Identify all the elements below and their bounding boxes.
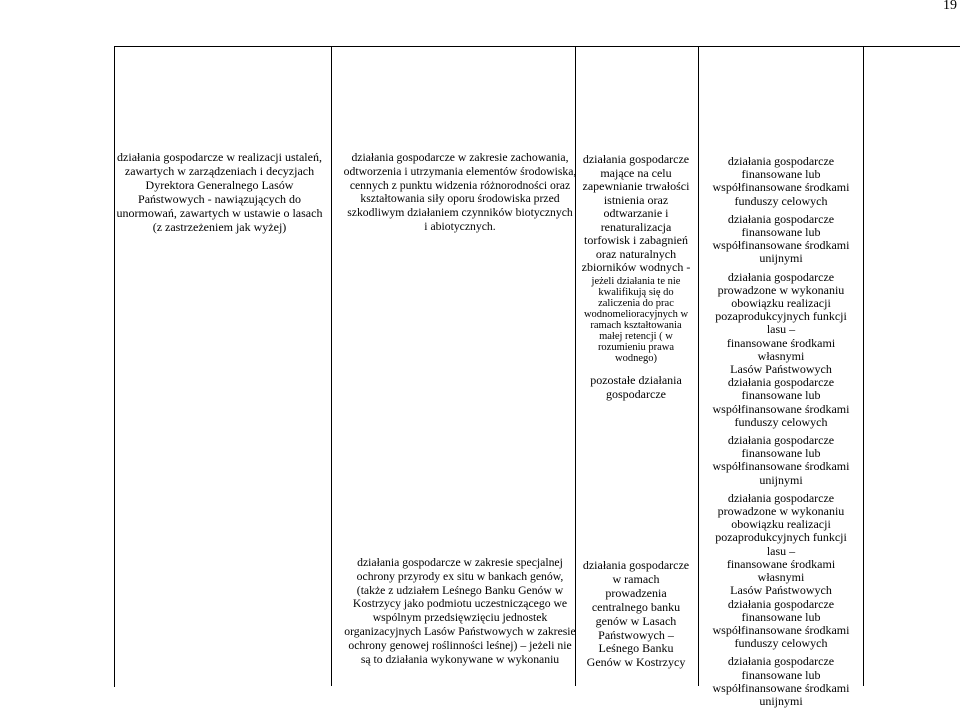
col1-cell — [116, 151, 323, 234]
text-line: prowadzone w wykonaniu — [717, 504, 845, 519]
text-line: współfinansowane środkami — [712, 238, 850, 253]
page-number: 19 — [943, 0, 957, 13]
text-line: odtworzenia i utrzymania elementów środowiska, — [343, 164, 577, 178]
col3-block2-cell — [577, 374, 695, 402]
text-line: Państwowych – — [598, 627, 674, 642]
text-line: genów w Lasach — [595, 613, 677, 628]
text-line: funduszy celowych — [734, 414, 828, 429]
funding-group — [706, 271, 856, 377]
text-line: działania gospodarcze — [582, 558, 690, 572]
funding-group — [706, 492, 856, 598]
text-line: działania gospodarcze — [727, 269, 835, 284]
text-line: ochrony przyrody ex situ w bankach genów, — [356, 569, 564, 583]
text-line: torfowisk i zabagnień — [584, 233, 688, 247]
text-line: ochrony genowej roślinności leśnej) – jeżeli nie — [348, 638, 572, 652]
text-line: zapewnianie trwałości — [582, 179, 690, 193]
small-text-line: wodnego) — [615, 352, 657, 364]
text-line: unormowań, zawartych w ustawie o lasach — [116, 205, 323, 220]
text-line: finansowane środkami własnymi — [726, 335, 836, 363]
text-line: centralnego banku — [591, 599, 681, 614]
text-line: współfinansowane środkami — [712, 459, 850, 474]
text-line: Lasów Państwowych — [730, 362, 832, 377]
text-line: kształtowania siły oporu środowiska przed — [360, 192, 560, 206]
small-text-line: wodnomelioracyjnych w — [583, 308, 689, 320]
text-line: w ramach — [612, 571, 660, 586]
text-line: odtwarzanie i — [603, 206, 669, 220]
text-line: obowiązku realizacji — [731, 296, 831, 311]
text-line: unijnymi — [759, 693, 803, 708]
text-line: pozostałe działania — [590, 373, 682, 387]
text-line: działania gospodarcze — [727, 654, 835, 669]
text-line: działania gospodarcze — [727, 433, 835, 448]
text-line: prowadzone w wykonaniu — [717, 282, 845, 297]
text-line: obowiązku realizacji — [731, 517, 831, 532]
text-line: funduszy celowych — [734, 636, 828, 651]
funding-group — [706, 155, 856, 208]
text-line: mające na celu — [600, 165, 672, 180]
funding-group — [706, 655, 856, 708]
text-line: organizacyjnych Lasów Państwowych w zakresie — [344, 624, 576, 638]
small-text-line: jeżeli działania te nie — [591, 275, 681, 287]
text-line: pozaprodukcyjnych funkcji lasu – — [715, 309, 847, 337]
text-line: współfinansowane środkami — [712, 680, 850, 695]
small-text-line: małej retencji ( w — [599, 330, 673, 342]
text-line: działania gospodarcze w zakresie specjalnej — [357, 556, 563, 569]
column-divider — [331, 46, 332, 686]
text-line: renaturalizacja — [600, 219, 672, 234]
text-line: Dyrektora Generalnego Lasów — [145, 177, 294, 192]
text-line: gospodarcze — [606, 386, 666, 401]
funding-group — [706, 213, 856, 266]
col3-block1-cell — [577, 153, 695, 364]
funding-group — [706, 376, 856, 429]
text-line: prowadzenia — [605, 585, 667, 600]
funding-group — [706, 598, 856, 651]
text-line: działania gospodarcze — [727, 375, 835, 390]
text-line: pozaprodukcyjnych funkcji lasu – — [715, 530, 847, 558]
text-line: działania gospodarcze — [727, 211, 835, 226]
text-line: finansowane lub — [741, 667, 821, 682]
text-line: działania gospodarcze w zakresie zachowania, — [351, 151, 569, 164]
text-line: cennych z punktu widzenia różnorodności oraz — [349, 178, 571, 192]
text-line: i abiotycznych. — [424, 219, 496, 233]
text-line: współfinansowane środkami — [712, 180, 850, 195]
text-line: finansowane lub — [741, 609, 821, 624]
text-line: finansowane lub — [741, 167, 821, 182]
text-line: finansowane lub — [741, 388, 821, 403]
text-line: wspólnym przedsięwzięciu jednostek — [372, 611, 548, 625]
col4-cell — [706, 155, 856, 713]
text-line: współfinansowane środkami — [712, 401, 850, 416]
text-line: działania gospodarcze w realizacji ustaleń, — [117, 150, 322, 164]
funding-group — [706, 434, 856, 487]
small-text-line: kwalifikują się do — [598, 286, 674, 298]
text-line: działania gospodarcze — [582, 152, 690, 166]
col3-block3-cell — [577, 559, 695, 670]
small-text-line: zaliczenia do prac — [598, 297, 674, 309]
text-line: unijnymi — [759, 472, 803, 487]
text-line: funduszy celowych — [734, 193, 828, 208]
text-line: działania gospodarcze — [727, 154, 835, 168]
text-line: działania gospodarcze — [727, 596, 835, 611]
text-line: finansowane środkami własnymi — [726, 556, 836, 585]
text-line: unijnymi — [759, 251, 803, 266]
col2-top-cell — [334, 151, 586, 234]
text-line: Lasów Państwowych — [730, 583, 832, 598]
text-line: są to działania wykonywane w wykonaniu — [360, 652, 560, 666]
text-line: zawartych w zarządzeniach i decyzjach — [124, 163, 315, 178]
small-text-line: rozumieniu prawa — [597, 341, 675, 353]
text-line: istnienia oraz — [603, 192, 669, 207]
text-line: Kostrzycy jako podmiotu uczestniczącego we — [352, 597, 568, 611]
text-line: (także z udziałem Leśnego Banku Genów w — [356, 583, 564, 597]
text-line: finansowane lub — [741, 446, 821, 461]
small-text-line: ramach kształtowania — [590, 319, 682, 331]
text-line: zbiorników wodnych - — [581, 260, 691, 274]
text-line: (z zastrzeżeniem jak wyżej) — [152, 219, 287, 234]
text-line: szkodliwym działaniem czynników biotycznych — [347, 206, 573, 220]
text-line: Państwowych - nawiązujących do — [138, 191, 301, 206]
column-divider — [698, 46, 699, 686]
text-line: oraz naturalnych — [595, 246, 677, 261]
col2-bottom-cell — [334, 556, 586, 666]
text-line: współfinansowane środkami — [712, 622, 850, 637]
text-line: działania gospodarcze — [727, 490, 835, 505]
text-line: finansowane lub — [741, 225, 821, 240]
column-divider — [863, 46, 864, 686]
text-line: Genów w Kostrzycy — [586, 655, 686, 670]
text-line: Leśnego Banku — [598, 641, 674, 656]
